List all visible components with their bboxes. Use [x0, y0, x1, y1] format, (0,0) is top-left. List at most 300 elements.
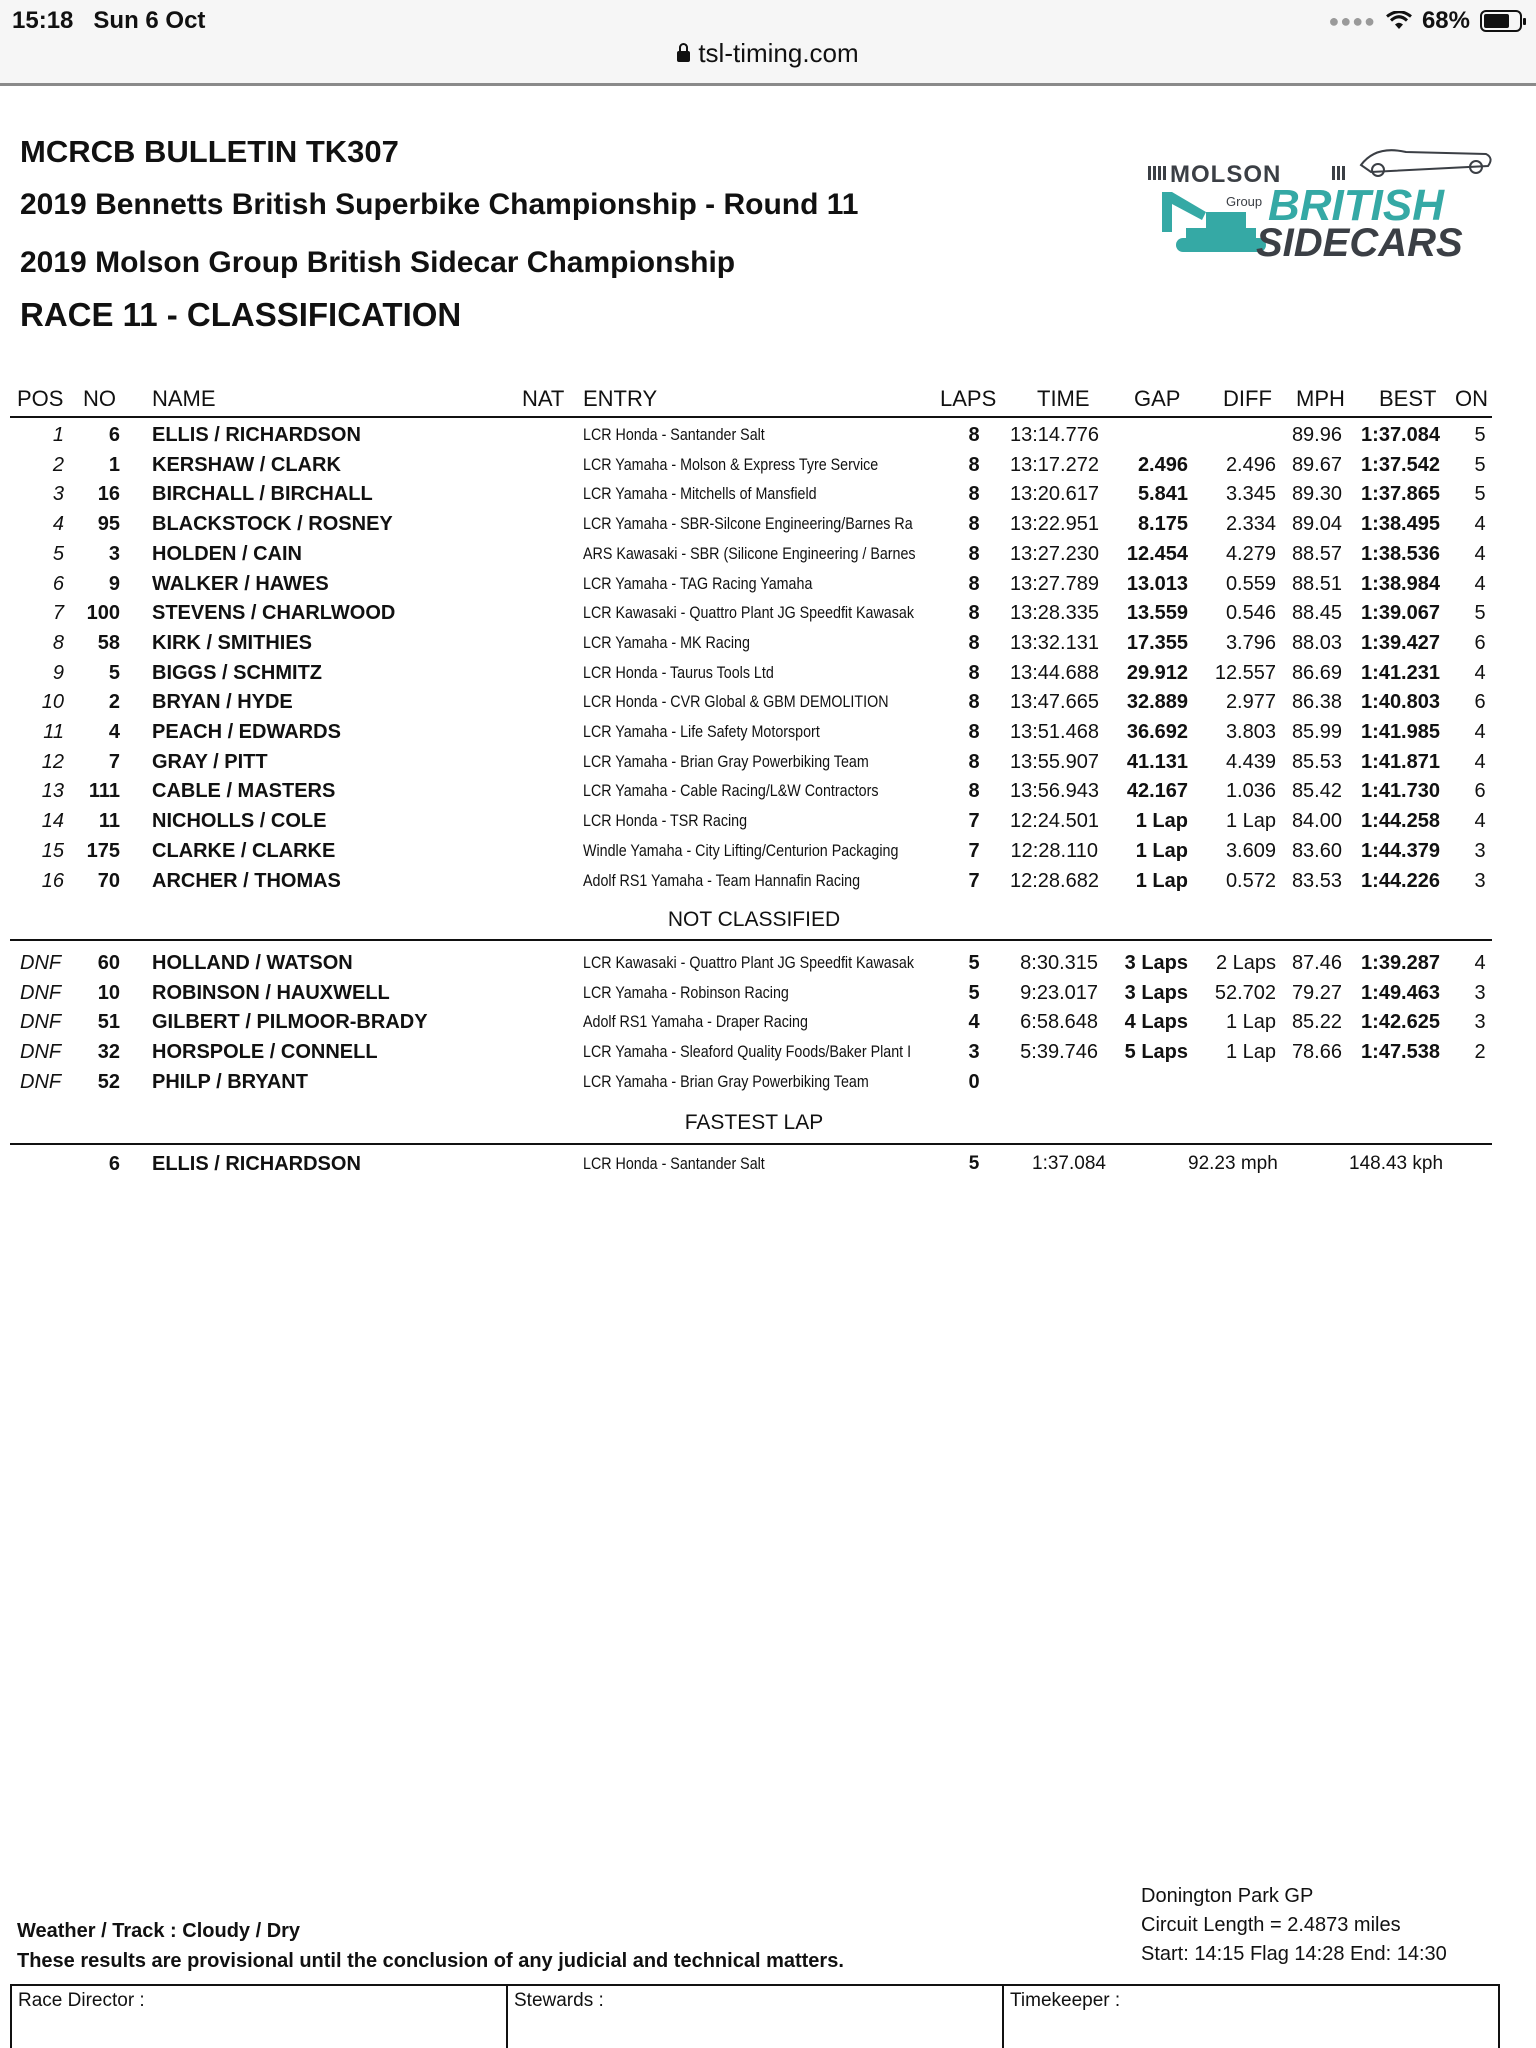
table-row	[0, 687, 1536, 717]
cell-gap: 41.131	[1126, 750, 1188, 773]
logo-molson: MOLSON	[1170, 161, 1282, 188]
cell-mph: 79.27	[1291, 981, 1342, 1004]
cell-gap: 42.167	[1126, 780, 1188, 803]
cell-name: WALKER / HAWES	[152, 572, 329, 595]
cell-gap: 13.013	[1126, 572, 1188, 595]
signature-box	[10, 1984, 1500, 2048]
cell-entry	[583, 717, 933, 747]
cell-diff: 52.702	[1214, 981, 1276, 1004]
cell-entry	[583, 866, 933, 896]
cell-pos: 7	[52, 602, 64, 625]
cell-entry-text: LCR Yamaha - Mitchells of Mansfield	[583, 484, 817, 504]
cell-diff: 2 Laps	[1215, 952, 1276, 974]
cell-on: 4	[1474, 721, 1486, 743]
cell-diff: 1 Lap	[1225, 1011, 1276, 1034]
cell-name: STEVENS / CHARLWOOD	[152, 602, 396, 625]
cell-mph: 87.46	[1291, 952, 1342, 974]
cell-mph: 86.69	[1291, 661, 1342, 684]
cell-entry-text: LCR Yamaha - Robinson Racing	[583, 982, 789, 1002]
wifi-icon	[1386, 11, 1412, 31]
cell-entry-text: LCR Kawasaki - Quattro Plant JG Speedfit Kawasak	[583, 953, 914, 972]
clock-time: 15:18	[12, 7, 74, 34]
cell-entry-text: LCR Yamaha - Brian Gray Powerbiking Team	[583, 1071, 869, 1091]
cell-entry	[583, 806, 933, 836]
address-bar[interactable]	[0, 38, 1536, 69]
cell-pos: 3	[52, 483, 64, 506]
cell-laps: 8	[968, 513, 980, 536]
fastest-lap-no: 6	[108, 1153, 120, 1175]
cell-on: 4	[1474, 513, 1486, 536]
cell-laps: 8	[968, 602, 980, 625]
table-row	[0, 479, 1536, 509]
cell-no: 11	[98, 810, 120, 833]
cell-entry-text: LCR Honda - Taurus Tools Ltd	[583, 662, 774, 682]
cell-name: HOLDEN / CAIN	[152, 542, 302, 565]
fastest-lap-title: FASTEST LAP	[684, 1111, 824, 1134]
cell-time: 8:30.315	[1020, 952, 1098, 974]
cell-name: ARCHER / THOMAS	[152, 869, 341, 892]
cell-on: 5	[1474, 424, 1486, 446]
cell-diff: 12.557	[1214, 661, 1276, 684]
cell-name: BRYAN / HYDE	[152, 691, 293, 714]
cell-pos: DNF	[20, 1041, 62, 1064]
table-row	[0, 836, 1536, 866]
cell-diff: 1.036	[1225, 780, 1276, 803]
status-indicators	[1328, 7, 1522, 35]
table-row	[0, 420, 1536, 450]
logo-british: BRITISH	[1268, 181, 1444, 230]
col-nat: NAT	[522, 386, 565, 411]
cell-gap: 4 Laps	[1124, 1011, 1188, 1034]
cell-time: 5:39.746	[1020, 1041, 1098, 1064]
stewards-cell: Stewards :	[508, 1986, 1004, 2048]
col-gap: GAP	[1134, 386, 1181, 411]
col-best: BEST	[1379, 386, 1437, 411]
cell-laps: 7	[968, 810, 980, 833]
table-row	[0, 776, 1536, 806]
col-time: TIME	[1037, 386, 1090, 411]
race-times: Start: 14:15 Flag 14:28 End: 14:30	[1141, 1943, 1447, 1965]
cell-gap: 1 Lap	[1135, 839, 1188, 862]
fastest-lap-time: 1:37.084	[1032, 1153, 1106, 1174]
cell-pos: DNF	[20, 1070, 62, 1093]
cell-entry	[583, 1037, 933, 1067]
cell-laps: 7	[968, 869, 980, 892]
fastest-lap-entry-text: LCR Honda - Santander Salt	[583, 1154, 765, 1173]
cell-entry	[583, 628, 933, 658]
cell-pos: DNF	[20, 952, 62, 974]
cell-entry	[583, 479, 933, 509]
not-classified-divider	[10, 939, 1492, 941]
cell-diff: 2.334	[1225, 513, 1276, 536]
cell-pos: 5	[52, 542, 64, 565]
cell-no: 3	[108, 542, 120, 565]
cell-time: 6:58.648	[1020, 1011, 1098, 1034]
cell-laps: 8	[968, 631, 980, 654]
cell-no: 6	[108, 424, 120, 446]
cell-pos: 4	[52, 513, 64, 536]
cell-gap: 36.692	[1126, 721, 1188, 743]
cell-mph: 88.57	[1291, 542, 1342, 565]
cell-no: 10	[97, 981, 120, 1004]
cell-name: CABLE / MASTERS	[152, 780, 336, 803]
cell-name: GRAY / PITT	[152, 750, 268, 773]
fastest-lap-kph: 148.43 kph	[1349, 1153, 1444, 1174]
col-name: NAME	[152, 386, 216, 411]
cell-best: 1:44.379	[1361, 839, 1440, 862]
cell-gap: 13.559	[1126, 602, 1188, 625]
cell-on: 6	[1474, 780, 1486, 803]
cell-entry-text: LCR Yamaha - MK Racing	[583, 632, 750, 652]
cell-time: 13:44.688	[1010, 661, 1099, 684]
header-divider	[10, 416, 1492, 418]
cell-laps: 3	[968, 1041, 980, 1064]
table-row	[0, 628, 1536, 658]
cell-pos: 12	[41, 750, 64, 773]
cell-pos: 14	[41, 810, 64, 833]
cell-best: 1:41.231	[1361, 661, 1440, 684]
cell-laps: 8	[968, 780, 980, 803]
cell-laps: 8	[968, 661, 980, 684]
cell-pos: 11	[43, 721, 64, 743]
col-pos: POS	[17, 386, 64, 411]
cell-mph: 83.53	[1291, 869, 1342, 892]
cell-best: 1:44.258	[1361, 810, 1440, 833]
cell-no: 52	[97, 1070, 120, 1093]
cell-on: 3	[1474, 839, 1486, 862]
lock-icon	[677, 51, 690, 62]
cell-time: 12:28.110	[1010, 839, 1098, 862]
cell-best: 1:38.984	[1361, 572, 1440, 595]
cell-time: 12:28.682	[1010, 869, 1099, 892]
cell-no: 175	[86, 839, 120, 862]
molson-british-sidecars-logo	[1146, 140, 1496, 260]
cell-entry-text: LCR Honda - CVR Global & GBM DEMOLITION	[583, 692, 889, 712]
cell-laps: 0	[968, 1070, 980, 1093]
cell-diff: 2.977	[1225, 691, 1276, 714]
cell-best: 1:44.226	[1361, 869, 1440, 892]
cell-mph: 85.42	[1291, 780, 1342, 803]
cell-on: 3	[1474, 981, 1486, 1004]
cell-diff: 3.345	[1225, 483, 1276, 506]
cell-time: 13:28.335	[1010, 602, 1099, 625]
table-row	[0, 509, 1536, 539]
cell-best: 1:37.542	[1361, 453, 1440, 476]
cell-no: 4	[108, 721, 120, 743]
cell-entry	[583, 598, 933, 628]
cell-no: 100	[86, 602, 120, 625]
cell-on: 6	[1474, 631, 1486, 654]
cell-on: 5	[1474, 483, 1486, 506]
cell-laps: 4	[968, 1011, 980, 1034]
table-row	[0, 1007, 1536, 1037]
cell-time: 13:27.789	[1010, 572, 1099, 595]
cell-no: 60	[97, 952, 120, 974]
cell-gap: 12.454	[1126, 542, 1188, 565]
cell-entry-text: LCR Yamaha - Cable Racing/L&W Contractors	[583, 781, 879, 801]
cell-diff: 4.279	[1225, 542, 1276, 565]
clock-date: Sun 6 Oct	[93, 7, 206, 34]
cell-entry-text: LCR Yamaha - Molson & Express Tyre Service	[583, 454, 879, 474]
circuit-name: Donington Park GP	[1141, 1885, 1314, 1907]
col-mph: MPH	[1296, 386, 1345, 411]
cell-entry	[583, 539, 933, 569]
cell-mph: 88.51	[1291, 572, 1342, 595]
cell-mph: 88.03	[1291, 631, 1342, 654]
cell-pos: 2	[52, 453, 64, 476]
cell-laps: 7	[968, 839, 980, 862]
bulletin-title: MCRCB BULLETIN TK307	[20, 134, 399, 169]
col-on: ON	[1455, 386, 1488, 411]
cell-gap: 8.175	[1137, 513, 1188, 536]
cell-gap: 5.841	[1137, 483, 1188, 506]
cell-best: 1:39.427	[1361, 631, 1440, 654]
provisional-notice: These results are provisional until the conclusion of any judicial and technical matters.	[17, 1950, 844, 1972]
cell-entry	[583, 509, 933, 539]
cell-entry-text: Windle Yamaha - City Lifting/Centurion Packaging	[583, 840, 899, 860]
cell-laps: 8	[968, 542, 980, 565]
cell-diff: 1 Lap	[1225, 810, 1276, 833]
cell-entry	[583, 569, 933, 599]
col-laps: LAPS	[940, 386, 997, 411]
cell-name: BIGGS / SCHMITZ	[152, 661, 322, 684]
cell-entry	[583, 1007, 933, 1037]
cell-on: 4	[1474, 750, 1486, 773]
cell-time: 13:51.468	[1010, 721, 1099, 743]
cell-entry	[583, 948, 933, 978]
cell-time: 13:20.617	[1010, 483, 1099, 506]
cell-name: NICHOLLS / COLE	[152, 810, 327, 833]
cell-entry-text: ARS Kawasaki - SBR (Silicone Engineering / Barnes	[583, 543, 916, 563]
cell-best: 1:40.803	[1361, 691, 1440, 714]
fastest-lap-entry	[583, 1154, 799, 1174]
cell-name: KERSHAW / CLARK	[152, 453, 341, 476]
cell-laps: 8	[968, 691, 980, 714]
cell-mph: 85.22	[1291, 1011, 1342, 1034]
cell-on: 3	[1474, 1011, 1486, 1034]
cell-pos: DNF	[20, 981, 62, 1004]
cell-name: HORSPOLE / CONNELL	[152, 1041, 378, 1064]
signal-icon: ●●●●	[1328, 10, 1376, 31]
cell-name: GILBERT / PILMOOR-BRADY	[152, 1011, 428, 1034]
cell-laps: 5	[968, 981, 980, 1004]
cell-best: 1:41.871	[1361, 750, 1440, 773]
cell-entry	[583, 978, 933, 1008]
status-time	[12, 7, 205, 35]
table-row	[0, 658, 1536, 688]
cell-gap: 2.496	[1137, 453, 1188, 476]
cell-no: 51	[97, 1011, 120, 1034]
cell-name: KIRK / SMITHIES	[152, 631, 313, 654]
cell-time: 13:14.776	[1010, 424, 1099, 446]
cell-on: 5	[1474, 453, 1486, 476]
event-title: 2019 Bennetts British Superbike Championship - Round 11	[20, 188, 859, 221]
weather-track: Weather / Track : Cloudy / Dry	[17, 1920, 301, 1942]
cell-time: 13:32.131	[1010, 631, 1099, 654]
cell-diff: 1 Lap	[1225, 1041, 1276, 1064]
col-diff: DIFF	[1223, 386, 1272, 411]
cell-entry	[583, 687, 933, 717]
cell-mph: 89.96	[1291, 424, 1342, 446]
cell-diff: 4.439	[1225, 750, 1276, 773]
cell-time: 12:24.501	[1010, 810, 1099, 833]
cell-best: 1:42.625	[1361, 1011, 1440, 1034]
cell-gap: 32.889	[1126, 691, 1188, 714]
circuit-length: Circuit Length = 2.4873 miles	[1141, 1914, 1401, 1936]
cell-pos: 6	[52, 572, 64, 595]
cell-on: 4	[1474, 542, 1486, 565]
table-row	[0, 569, 1536, 599]
cell-mph: 88.45	[1291, 602, 1342, 625]
cell-entry-text: Adolf RS1 Yamaha - Team Hannafin Racing	[583, 870, 861, 890]
cell-time: 9:23.017	[1020, 981, 1098, 1004]
cell-gap: 17.355	[1126, 631, 1188, 654]
cell-entry-text: LCR Honda - Santander Salt	[583, 425, 765, 444]
cell-gap: 1 Lap	[1135, 869, 1188, 892]
cell-mph: 89.67	[1291, 453, 1342, 476]
col-entry: ENTRY	[583, 386, 658, 411]
cell-pos: DNF	[20, 1011, 62, 1034]
not-classified-title: NOT CLASSIFIED	[667, 908, 841, 931]
cell-gap: 3 Laps	[1124, 952, 1188, 974]
table-row	[0, 1037, 1536, 1067]
timekeeper-cell: Timekeeper :	[1010, 1990, 1121, 2011]
cell-laps: 8	[968, 424, 980, 446]
battery-icon	[1480, 10, 1522, 32]
cell-mph: 85.99	[1291, 721, 1342, 743]
cell-entry	[583, 1067, 933, 1097]
table-row	[0, 948, 1536, 978]
cell-gap: 5 Laps	[1124, 1041, 1188, 1064]
cell-entry-text: LCR Yamaha - Sleaford Quality Foods/Baker Plant I	[583, 1042, 912, 1062]
cell-entry-text: LCR Yamaha - SBR-Silcone Engineering/Barnes Ra	[583, 514, 913, 534]
url-text: tsl-timing.com	[698, 38, 859, 68]
fastest-lap-divider	[10, 1143, 1492, 1145]
cell-entry	[583, 420, 933, 450]
cell-best: 1:37.084	[1361, 424, 1440, 446]
cell-no: 111	[88, 780, 120, 803]
race-title: RACE 11 - CLASSIFICATION	[20, 296, 462, 333]
cell-best: 1:39.287	[1361, 952, 1440, 974]
cell-mph: 84.00	[1291, 810, 1342, 833]
cell-mph: 89.30	[1291, 483, 1342, 506]
cell-pos: 9	[52, 661, 64, 684]
cell-mph: 89.04	[1291, 513, 1342, 536]
cell-diff: 0.572	[1225, 869, 1276, 892]
table-row	[0, 866, 1536, 896]
logo-group: Group	[1226, 194, 1263, 209]
cell-entry-text: LCR Kawasaki - Quattro Plant JG Speedfit Kawasak	[583, 603, 914, 623]
cell-on: 6	[1474, 691, 1486, 714]
cell-gap: 1 Lap	[1135, 810, 1188, 833]
cell-name: PEACH / EDWARDS	[152, 721, 341, 743]
cell-name: ELLIS / RICHARDSON	[152, 424, 361, 446]
cell-best: 1:38.495	[1361, 513, 1440, 536]
cell-no: 58	[97, 631, 120, 654]
col-no: NO	[83, 386, 116, 411]
cell-no: 9	[108, 572, 120, 595]
cell-on: 4	[1474, 810, 1486, 833]
cell-on: 5	[1474, 602, 1486, 625]
cell-name: BIRCHALL / BIRCHALL	[152, 483, 373, 506]
cell-entry	[583, 747, 933, 777]
circuit-info	[1141, 1882, 1447, 1969]
cell-time: 13:27.230	[1010, 542, 1099, 565]
cell-entry-text: LCR Yamaha - Life Safety Motorsport	[583, 722, 820, 741]
cell-no: 5	[108, 661, 120, 684]
cell-no: 16	[97, 483, 120, 506]
fastest-lap-lap: 5	[968, 1153, 980, 1174]
cell-on: 4	[1474, 952, 1486, 974]
table-row	[0, 717, 1536, 747]
cell-no: 7	[108, 750, 120, 773]
cell-laps: 8	[968, 572, 980, 595]
cell-best: 1:38.536	[1361, 542, 1440, 565]
cell-entry	[583, 450, 933, 480]
cell-no: 70	[97, 869, 120, 892]
race-director-cell: Race Director :	[12, 1986, 508, 2048]
cell-pos: 13	[41, 780, 64, 803]
cell-pos: 16	[41, 869, 64, 892]
cell-entry	[583, 836, 933, 866]
table-row	[0, 450, 1536, 480]
cell-laps: 8	[968, 453, 980, 476]
cell-name: CLARKE / CLARKE	[152, 839, 336, 862]
championship-title: 2019 Molson Group British Sidecar Championship	[20, 246, 736, 279]
cell-best: 1:41.730	[1361, 780, 1440, 803]
browser-status-bar	[0, 0, 1536, 86]
fastest-lap-mph: 92.23 mph	[1188, 1153, 1278, 1174]
cell-best: 1:39.067	[1361, 602, 1440, 625]
cell-mph: 78.66	[1291, 1041, 1342, 1064]
cell-on: 3	[1474, 869, 1486, 892]
cell-name: HOLLAND / WATSON	[152, 952, 353, 974]
cell-name: BLACKSTOCK / ROSNEY	[152, 513, 393, 536]
cell-on: 2	[1474, 1041, 1486, 1064]
cell-gap: 3 Laps	[1124, 981, 1188, 1004]
cell-best: 1:47.538	[1361, 1041, 1440, 1064]
cell-no: 2	[108, 691, 120, 714]
cell-no: 95	[97, 513, 120, 536]
cell-gap: 29.912	[1126, 661, 1188, 684]
cell-entry	[583, 776, 933, 806]
cell-name: ROBINSON / HAUXWELL	[152, 981, 390, 1004]
cell-diff: 0.559	[1225, 572, 1276, 595]
table-row	[0, 747, 1536, 777]
cell-diff: 3.609	[1225, 839, 1276, 862]
cell-no: 1	[108, 453, 120, 476]
cell-pos: 8	[52, 631, 64, 654]
battery-percent: 68%	[1421, 7, 1470, 34]
cell-mph: 83.60	[1291, 839, 1342, 862]
cell-time: 13:47.665	[1010, 691, 1099, 714]
cell-pos: 15	[41, 839, 64, 862]
table-row	[0, 539, 1536, 569]
cell-diff: 3.803	[1225, 721, 1276, 743]
table-row	[0, 806, 1536, 836]
cell-entry	[583, 658, 933, 688]
cell-on: 4	[1474, 572, 1486, 595]
cell-laps: 8	[968, 750, 980, 773]
cell-mph: 85.53	[1291, 750, 1342, 773]
cell-no: 32	[97, 1041, 120, 1064]
cell-time: 13:22.951	[1010, 513, 1099, 536]
cell-time: 13:56.943	[1010, 780, 1099, 803]
cell-pos: 1	[52, 424, 64, 446]
table-row	[0, 1067, 1536, 1097]
logo-sidecars: SIDECARS	[1256, 221, 1463, 260]
cell-best: 1:37.865	[1361, 483, 1440, 506]
